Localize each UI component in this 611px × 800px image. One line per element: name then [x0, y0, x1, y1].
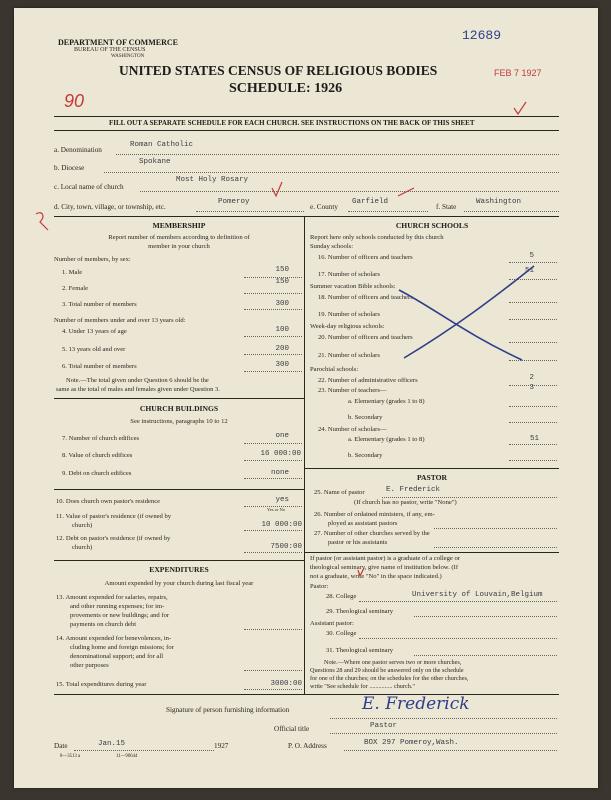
membership-by-sex: Number of members, by sex:: [54, 256, 131, 263]
address-label: P. O. Address: [288, 742, 327, 750]
membership-intro-1: Report number of members according to definition of: [108, 234, 250, 241]
pastor-note-1: Note.—Where one pastor serves two or more churches,: [324, 659, 462, 666]
q11-label-a: 11. Value of pastor's residence (if owned by: [56, 513, 172, 520]
q28-value[interactable]: University of Louvain,Belgium: [412, 591, 543, 599]
pastor-subheading: Pastor:: [310, 583, 329, 590]
q6-value[interactable]: 300: [275, 361, 289, 369]
official-title-value[interactable]: Pastor: [370, 722, 398, 730]
q18-label: 18. Number of officers and teachers: [318, 294, 413, 301]
q1-label: 1. Male: [62, 269, 83, 276]
department-label: DEPARTMENT OF COMMERCE: [58, 38, 179, 47]
summer-heading: Summer vacation Bible schools:: [310, 283, 396, 290]
county-label: e. County: [310, 203, 338, 211]
q7-label: 7. Number of church edifices: [62, 435, 140, 442]
q2-label: 2. Female: [62, 285, 89, 292]
q24-elementary-label: a. Elementary (grades 1 to 8): [348, 436, 425, 443]
q8-label: 8. Value of church edifices: [62, 452, 133, 459]
buildings-title: CHURCH BUILDINGS: [139, 404, 219, 413]
q2-value[interactable]: 150: [275, 278, 289, 286]
form-title: UNITED STATES CENSUS OF RELIGIOUS BODIES: [119, 63, 438, 78]
membership-note-1: Note.—The total given under Question 6 should be the: [66, 377, 209, 384]
q29-label: 29. Theological seminary: [326, 608, 394, 615]
year-value: 1927: [214, 742, 229, 750]
q27-label-a: 27. Number of other churches served by the: [314, 530, 430, 537]
q17-value[interactable]: 51: [524, 267, 534, 275]
q6-label: 6. Total number of members: [62, 363, 137, 370]
q12-value[interactable]: 7500:00: [270, 543, 302, 551]
bureau-label: BUREAU OF THE CENSUS: [74, 47, 146, 53]
q14-label-a: 14. Amount expended for benevolences, in-: [56, 635, 172, 642]
q10-value[interactable]: yes: [275, 496, 289, 504]
date-label: Date: [54, 742, 68, 750]
q17-label: 17. Number of scholars: [318, 271, 380, 278]
q13-label-c: provements or new buildings; and for: [70, 612, 170, 619]
date-value[interactable]: Jan.15: [98, 740, 126, 748]
q8-value[interactable]: 16 000:00: [260, 450, 301, 458]
q23-label: 23. Number of teachers—: [318, 387, 387, 394]
pastor-note-4: write "See schedule for ............... church.": [310, 683, 415, 690]
expenditures-sub: Amount expended by your church during last fiscal year: [104, 580, 254, 587]
address-value[interactable]: BOX 297 Pomeroy,Wash.: [364, 739, 459, 747]
q11-value[interactable]: 10 000:00: [261, 521, 302, 529]
q31-label: 31. Theological seminary: [326, 647, 394, 654]
q13-label-b: and other running expenses; for im-: [70, 603, 165, 610]
schools-intro: Report here only schools conducted by this church: [310, 234, 444, 241]
signature-label: Signature of person furnishing information: [166, 706, 290, 714]
q10-hint: Yes or No: [267, 507, 286, 512]
q13-label-a: 13. Amount expended for salaries, repairs,: [56, 594, 168, 601]
local-name-label: c. Local name of church: [54, 183, 124, 191]
local-name-value[interactable]: Most Holy Rosary: [176, 176, 249, 184]
q28-label: 28. College: [326, 593, 357, 600]
official-title-label: Official title: [274, 725, 310, 733]
buildings-sub: See instructions, paragraphs 10 to 12: [130, 418, 228, 425]
q19-label: 19. Number of scholars: [318, 311, 380, 318]
diocese-value[interactable]: Spokane: [139, 158, 171, 166]
q22-label: 22. Number of administrative officers: [318, 377, 418, 384]
q24-label: 24. Number of scholars—: [318, 426, 387, 433]
q22-value[interactable]: 2: [529, 374, 534, 382]
q12-label-b: church): [72, 544, 93, 551]
q26-label-b: ployed as assistant pastors: [328, 520, 398, 527]
denomination-label: a. Denomination: [54, 146, 102, 154]
graduate-note-3: not a graduate, write "No" in the space indicated.): [310, 573, 442, 580]
city-label: WASHINGTON: [111, 54, 145, 59]
q30-label: 30. College: [326, 630, 357, 637]
city-label-field: d. City, town, village, or township, etc.: [54, 203, 166, 211]
q24-secondary-label: b. Secondary: [348, 452, 383, 459]
q25-label: 25. Name of pastor: [314, 489, 365, 496]
q16-value[interactable]: 5: [529, 252, 534, 260]
q15-label: 15. Total expenditures during year: [56, 681, 147, 688]
assistant-subheading: Assistant pastor:: [310, 620, 354, 627]
weekday-heading: Week-day religious schools:: [310, 323, 385, 330]
instructions-banner: FILL OUT A SEPARATE SCHEDULE FOR EACH CHURCH. SEE INSTRUCTIONS ON THE BACK OF THIS SHEET: [109, 119, 475, 127]
q13-label-d: payments on church debt: [70, 621, 137, 628]
q9-value[interactable]: none: [270, 469, 289, 477]
q14-label-c: denominational support; and for all: [70, 653, 164, 660]
parochial-heading: Parochial schools:: [310, 366, 359, 373]
form-number: 8—3513 a: [60, 754, 81, 759]
q4-value[interactable]: 100: [275, 326, 289, 334]
q20-label: 20. Number of officers and teachers: [318, 334, 413, 341]
q11-label-b: church): [72, 522, 93, 529]
q10-label: 10. Does church own pastor's residence: [56, 498, 161, 505]
q27-label-b: pastor or his assistants: [328, 539, 388, 546]
city-value[interactable]: Pomeroy: [218, 198, 250, 206]
graduate-note-1: If pastor (or assistant pastor) is a graduate of a college or: [310, 555, 460, 562]
diocese-label: b. Diocese: [54, 164, 85, 172]
q23-secondary-label: b. Secondary: [348, 414, 383, 421]
q5-label: 5. 13 years old and over: [62, 346, 126, 353]
membership-note-2: same as the total of males and females given under Question 3.: [56, 386, 220, 393]
membership-title: MEMBERSHIP: [152, 221, 206, 230]
sunday-heading: Sunday schools:: [310, 243, 354, 250]
q14-label-b: cluding home and foreign missions; for: [70, 644, 174, 651]
membership-intro-2: member in your church: [148, 243, 210, 250]
age-heading: Number of members under and over 13 years old:: [54, 317, 186, 324]
q3-label: 3. Total number of members: [62, 301, 137, 308]
county-value[interactable]: Garfield: [352, 198, 389, 206]
graduate-note-2: theological seminary, give name of institution below. (If: [310, 564, 459, 571]
red-check-marks: [14, 8, 598, 788]
red-handwritten-mark: 90: [64, 91, 85, 111]
q21-label: 21. Number of scholars: [318, 352, 380, 359]
q5-value[interactable]: 200: [275, 345, 289, 353]
denomination-value[interactable]: Roman Catholic: [130, 141, 194, 149]
q3-value[interactable]: 300: [275, 300, 289, 308]
q23-elementary-label: a. Elementary (grades 1 to 8): [348, 398, 425, 405]
pastor-note-2: Questions 28 and 29 should be answered only on the schedule: [310, 667, 464, 674]
q25-hint: (If church has no pastor, write "None"): [354, 499, 457, 506]
signature-handwritten: E. Frederick: [362, 694, 470, 714]
state-label: f. State: [436, 203, 457, 211]
q25-value[interactable]: E. Frederick: [386, 486, 441, 494]
q1-value[interactable]: 150: [275, 266, 289, 274]
q16-label: 16. Number of officers and teachers: [318, 254, 413, 261]
expenditures-title: EXPENDITURES: [149, 565, 209, 574]
print-number: 11—90644: [116, 754, 138, 759]
q14-label-d: other purposes: [70, 662, 109, 669]
q12-label-a: 12. Debt on pastor's residence (if owned by: [56, 535, 171, 542]
q15-value[interactable]: 3000:00: [270, 680, 302, 688]
received-stamp: FEB 7 1927: [494, 68, 542, 78]
q7-value[interactable]: one: [275, 432, 289, 440]
state-value[interactable]: Washington: [476, 198, 522, 206]
census-schedule-sheet: [14, 8, 598, 788]
q26-label-a: 26. Number of ordained ministers, if any, em-: [314, 511, 435, 518]
q23-value[interactable]: 3: [529, 384, 534, 392]
q9-label: 9. Debt on church edifices: [62, 470, 132, 477]
schools-title: CHURCH SCHOOLS: [395, 221, 469, 230]
serial-number: 12689: [462, 28, 502, 43]
pastor-title: PASTOR: [416, 473, 448, 482]
q4-label: 4. Under 13 years of age: [62, 328, 127, 335]
q24-value[interactable]: 51: [529, 435, 539, 443]
schedule-title: SCHEDULE: 1926: [229, 81, 343, 96]
pastor-note-3: for one of the churches; on the schedules for the other churches,: [310, 675, 469, 682]
